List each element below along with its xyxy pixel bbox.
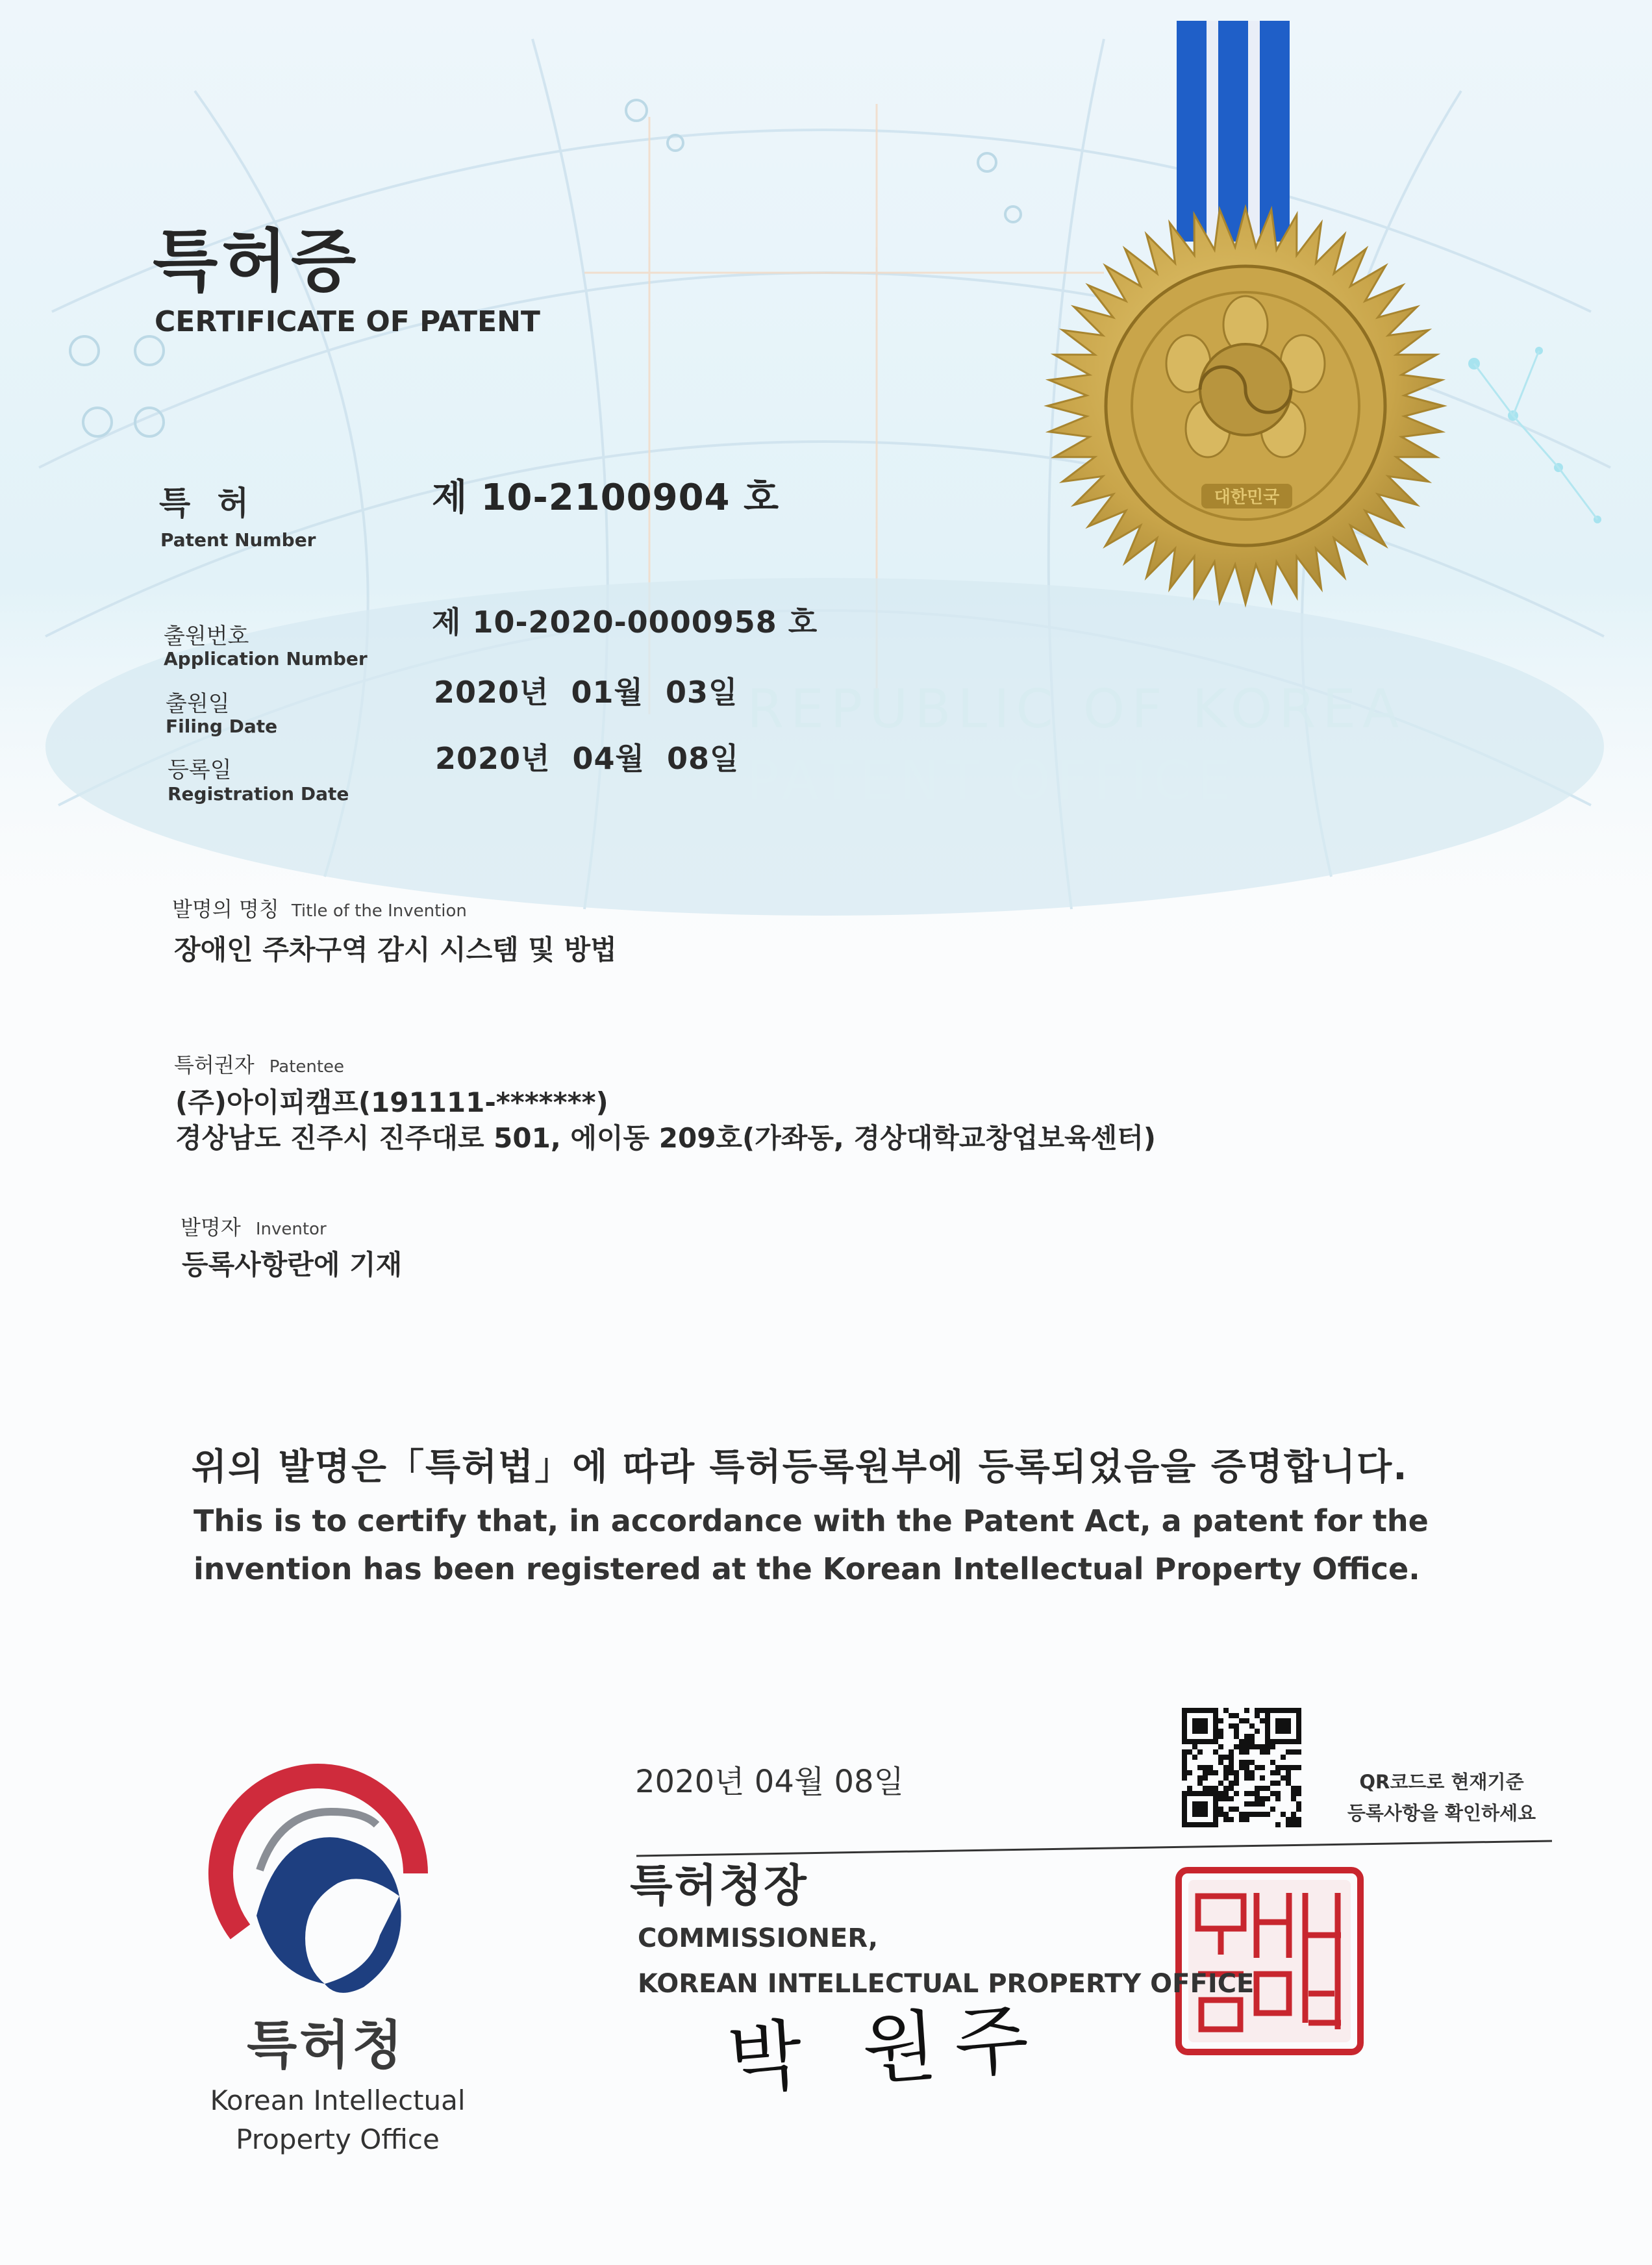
ribbon-icon — [1177, 21, 1290, 242]
office-name-ko: 특허청 — [247, 2015, 405, 2075]
invention-title: 장애인 주차구역 감시 시스템 및 방법 — [174, 934, 617, 966]
inventor-label-en: Inventor — [255, 1220, 327, 1239]
certification-statement-ko: 위의 발명은「특허법」에 따라 특허등록원부에 등록되었음을 증명합니다. — [192, 1446, 1408, 1488]
application-number-value: 제 10-2020-0000958 호 — [432, 605, 818, 640]
commissioner-signature: 박 원주 — [725, 1993, 1050, 2105]
office-name-en — [195, 2081, 481, 2159]
qr-code-icon — [1182, 1708, 1301, 1827]
application-number-label-en: Application Number — [164, 648, 368, 669]
invention-label-ko: 발명의 명칭 — [172, 897, 279, 921]
qr-note-line-2: 등록사항을 확인하세요 — [1347, 1802, 1536, 1824]
svg-text:PATENT OFFICE: PATENT OFFICE — [747, 750, 1238, 812]
patent-number-label: 특 허 — [159, 484, 257, 522]
patentee-name: (주)아이피캠프(191111-*******) — [175, 1086, 608, 1118]
registration-date-label-en: Registration Date — [168, 783, 349, 805]
patentee-label-ko: 특허권자 — [174, 1053, 255, 1077]
kipo-logo-icon — [221, 1776, 429, 2021]
registration-date-label: 등록일 — [168, 757, 232, 783]
svg-text:대한민국: 대한민국 — [1214, 488, 1280, 507]
inventor-label — [181, 1211, 327, 1241]
filing-date-label-en: Filing Date — [166, 716, 278, 737]
qr-note — [1318, 1766, 1565, 1829]
certificate-subtitle: CERTIFICATE OF PATENT — [155, 305, 540, 338]
certification-statement-en: This is to certify that, in accordance with the Patent Act, a patent for the invention has been registered at the Korean Intellectual Property Office. — [194, 1503, 1429, 1586]
registration-date-value: 2020년 04월 08일 — [435, 741, 740, 776]
patent-number-label-en: Patent Number — [160, 529, 316, 551]
invention-label-en: Title of the Invention — [291, 901, 467, 921]
issue-date: 2020년 04월 08일 — [635, 1764, 904, 1800]
patentee-label — [174, 1049, 344, 1079]
commissioner-title-en-line-1: COMMISSIONER, — [638, 1923, 879, 1953]
qr-note-line-1: QR코드로 현재기준 — [1359, 1771, 1524, 1793]
office-name-en-line-2: Property Office — [236, 2123, 440, 2155]
inventor-value: 등록사항란에 기재 — [182, 1249, 403, 1281]
commissioner-title-ko: 특허청장 — [630, 1860, 808, 1912]
invention-label — [172, 893, 467, 923]
filing-date-value: 2020년 01월 03일 — [434, 675, 738, 710]
office-name-en-line-1: Korean Intellectual — [210, 2084, 466, 2116]
application-number-label: 출원번호 — [164, 623, 249, 649]
filing-date-label: 출원일 — [166, 691, 230, 717]
commissioner-title-en-line-2: KOREAN INTELLECTUAL PROPERTY OFFICE — [638, 1969, 1255, 1999]
gold-medal-seal-icon — [1047, 208, 1444, 604]
inventor-label-ko: 발명자 — [181, 1215, 241, 1240]
patent-number-value: 제 10-2100904 호 — [432, 477, 780, 519]
svg-text:REPUBLIC OF KOREA: REPUBLIC OF KOREA — [747, 679, 1406, 740]
patentee-label-en: Patentee — [269, 1057, 345, 1077]
certificate-title: 특허증 — [153, 221, 360, 301]
patentee-address: 경상남도 진주시 진주대로 501, 에이동 209호(가좌동, 경상대학교창업보육센터) — [175, 1122, 1156, 1154]
